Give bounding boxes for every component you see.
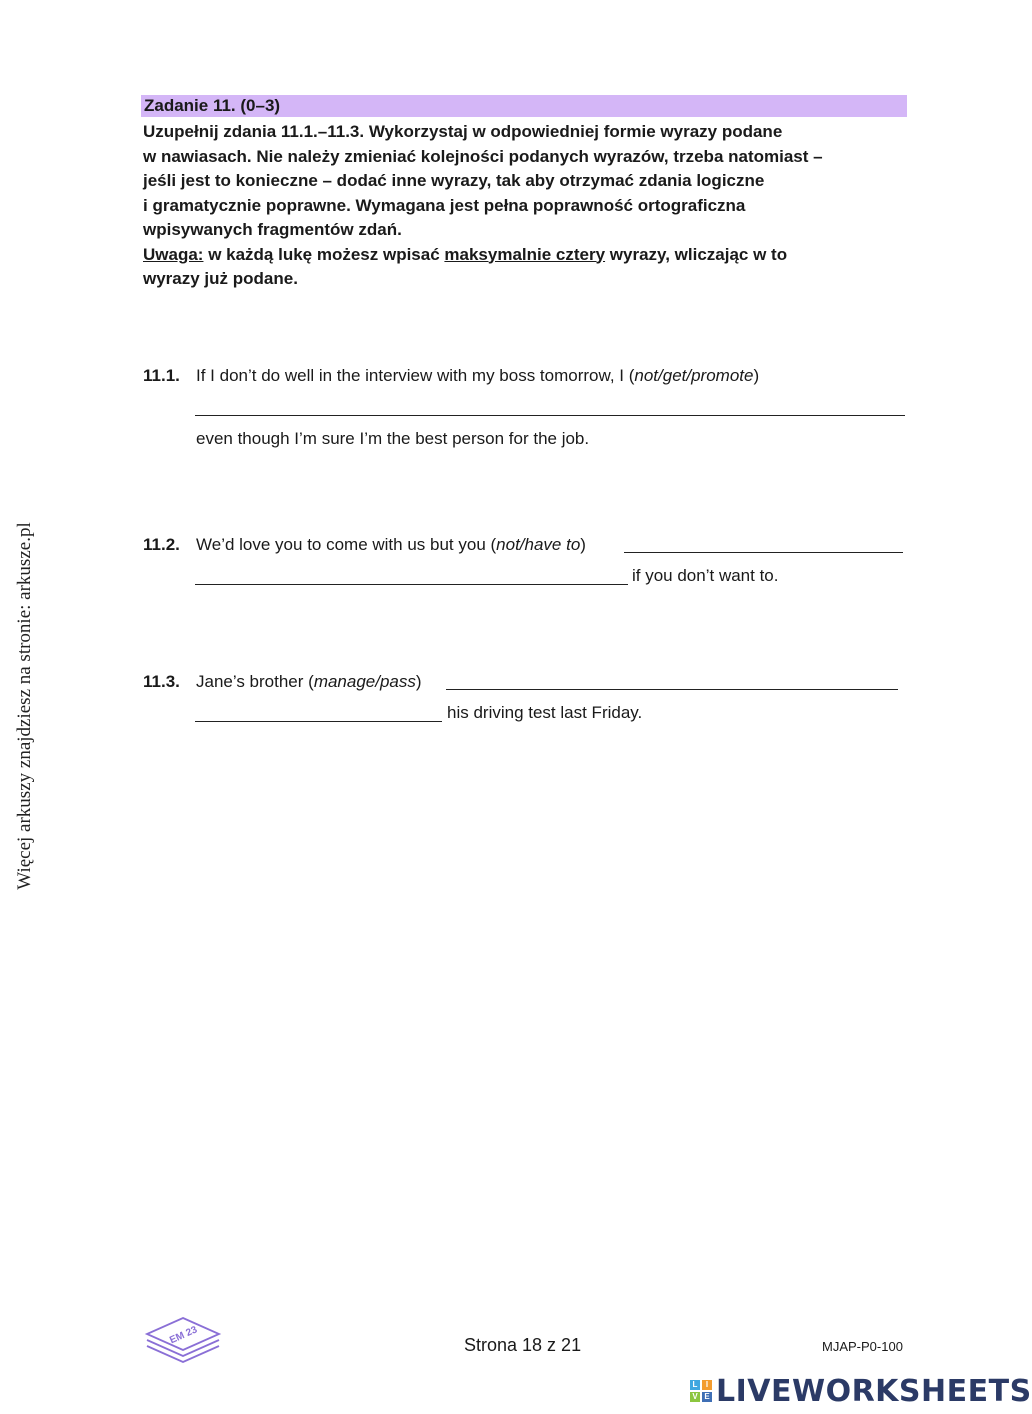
instruction-line: jeśli jest to konieczne – dodać inne wyrazy, tak aby otrzymać zdania logiczne (143, 171, 765, 190)
item-number: 11.3. (143, 672, 180, 691)
watermark-text: LIVEWORKSHEETS (716, 1373, 1032, 1409)
logo-text: EM 23 (168, 1324, 200, 1347)
sidebar-link-text: Więcej arkuszy znajdziesz na stronie: arkusze.pl (14, 522, 35, 890)
liveworksheets-watermark (690, 1373, 1032, 1409)
answer-blank-11-2-cont[interactable] (195, 583, 628, 585)
cke-logo-icon (143, 1314, 223, 1366)
note-label: Uwaga: (143, 244, 204, 264)
prompt-text: If I don’t do well in the interview with my boss tomorrow, I ( (196, 366, 635, 385)
item-prompt (196, 366, 759, 386)
logo-block: L (690, 1380, 700, 1390)
note-emphasis: maksymalnie cztery (444, 244, 606, 264)
item-continuation: even though I’m sure I’m the best person for the job. (196, 429, 590, 448)
instruction-line: i gramatycznie poprawne. Wymagana jest pełna poprawność ortograficzna (143, 195, 746, 215)
instruction-line: w nawiasach. Nie należy zmieniać kolejności podanych wyrazów, trzeba natomiast – (143, 146, 823, 166)
answer-blank-11-3-cont[interactable] (195, 720, 442, 722)
prompt-text: Jane’s brother ( (196, 672, 314, 691)
item-prompt (196, 672, 422, 692)
instructions (143, 120, 903, 292)
instruction-note (143, 243, 903, 268)
prompt-hint: manage/pass (313, 672, 416, 691)
logo-block: V (690, 1392, 700, 1402)
logo-block: E (702, 1392, 712, 1402)
page-number: Strona 18 z 21 (464, 1335, 582, 1355)
item-prompt (196, 535, 586, 555)
item-number: 11.1. (143, 366, 180, 385)
logo-block: I (702, 1380, 712, 1390)
item-continuation: his driving test last Friday. (447, 703, 643, 722)
prompt-text: ) (580, 535, 586, 554)
prompt-text: ) (753, 366, 760, 385)
document-code: MJAP-P0-100 (822, 1339, 903, 1354)
note-text: w każdą lukę możesz wpisać (203, 244, 445, 264)
answer-blank-11-1[interactable] (195, 414, 905, 416)
answer-blank-11-2[interactable] (624, 551, 903, 553)
instruction-line: wpisywanych fragmentów zdań. (143, 220, 402, 239)
task-header: Zadanie 11. (0–3) (141, 95, 907, 117)
item-number: 11.2. (143, 535, 180, 554)
instruction-line: wyrazy już podane. (143, 269, 298, 288)
prompt-text: ) (415, 672, 422, 691)
liveworksheets-logo-icon (690, 1380, 712, 1402)
prompt-text: We’d love you to come with us but you ( (196, 535, 497, 554)
prompt-hint: not/have to (496, 535, 581, 554)
instruction-line: Uzupełnij zdania 11.1.–11.3. Wykorzystaj w odpowiedniej formie wyrazy podane (143, 122, 783, 141)
item-continuation: if you don’t want to. (632, 566, 779, 585)
prompt-hint: not/get/promote (634, 366, 754, 385)
answer-blank-11-3[interactable] (446, 688, 898, 690)
note-text: wyrazy, wliczając w to (605, 244, 788, 264)
